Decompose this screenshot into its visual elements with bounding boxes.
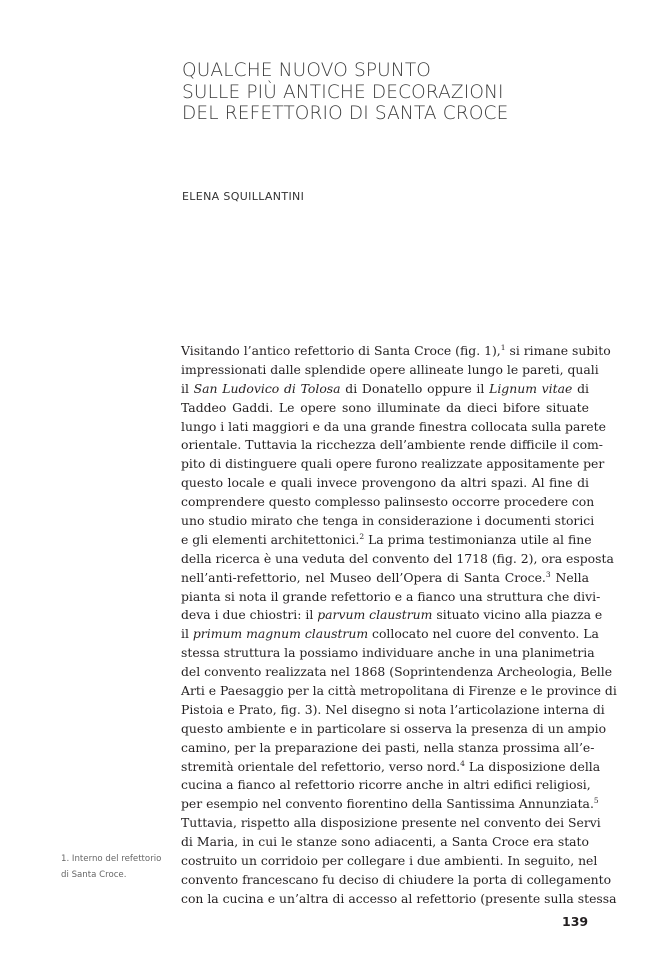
body-line: questo locale e quali invece provengono da altri spazi. Al fine di <box>181 475 589 491</box>
body-line: orientale. Tuttavia la ricchezza dell’ambiente rende difficile il com- <box>181 437 603 453</box>
body-text <box>181 342 617 909</box>
body-line: pianta si nota il grande refettorio e a fianco una struttura che divi- <box>181 588 601 604</box>
body-line: stremità orientale del refettorio, verso nord.$^4$ La disposizione della <box>181 758 601 774</box>
caption-line: di Santa Croce. <box>61 869 127 880</box>
author-name: ELENA SQUILLANTINI <box>182 190 305 203</box>
body-line: lungo i lati maggiori e da una grande finestra collocata sulla parete <box>181 418 606 434</box>
figure-caption <box>61 852 179 883</box>
body-line: camino, per la preparazione dei pasti, nella stanza prossima all’e- <box>181 739 595 755</box>
body-line: costruito un corridoio per collegare i due ambienti. In seguito, nel <box>181 853 598 869</box>
article-title <box>182 60 508 125</box>
body-line: impressionati dalle splendide opere allineate lungo le pareti, quali <box>181 361 599 377</box>
body-line: nell’anti-refettorio, nel Museo dell’Opera di Santa Croce.$^3$ Nella <box>181 569 589 585</box>
body-line: di Maria, in cui le stanze sono adiacenti, a Santa Croce era stato <box>181 834 589 850</box>
body-line: uno studio mirato che tenga in considerazione i documenti storici <box>181 513 595 529</box>
body-line: pito di distinguere quali opere furono realizzate appositamente per <box>181 456 605 472</box>
caption-line: 1. Interno del refettorio <box>61 854 162 864</box>
body-line: comprendere questo complesso palinsesto occorre procedere con <box>181 494 595 510</box>
body-line: cucina a fianco al refettorio ricorre anche in altri edifici religiosi, <box>181 777 591 793</box>
page-number: 139 <box>562 914 589 929</box>
title-line: SULLE PIÙ ANTICHE DECORAZIONI <box>182 81 504 103</box>
body-line: per esempio nel convento fiorentino della Santissima Annunziata.$^5$ <box>181 796 599 812</box>
body-line: del convento realizzata nel 1868 (Soprintendenza Archeologia, Belle <box>181 664 613 680</box>
title-line: QUALCHE NUOVO SPUNTO <box>182 60 431 81</box>
body-line: il San Ludovico di Tolosa di Donatello oppure il Lignum vitae di <box>181 380 589 396</box>
body-line: Pistoia e Prato, fig. 3). Nel disegno si nota l’articolazione interna di <box>181 701 605 717</box>
body-line: Arti e Paesaggio per la città metropolitana di Firenze e le province di <box>181 683 617 699</box>
body-line: e gli elementi architettonici.$^2$ La prima testimonianza utile al fine <box>181 531 592 547</box>
body-line: il primum magnum claustrum collocato nel cuore del convento. La <box>181 626 599 642</box>
body-line: della ricerca è una veduta del convento del 1718 (fig. 2), ora esposta <box>181 550 614 566</box>
body-line: convento francescano fu deciso di chiudere la porta di collegamento <box>181 871 612 887</box>
body-line: con la cucina e un’altra di accesso al refettorio (presente sulla stessa <box>181 890 617 906</box>
body-line: Taddeo Gaddi. Le opere sono illuminate da dieci bifore situate <box>181 399 589 415</box>
body-line: questo ambiente e in particolare si osserva la presenza di un ampio <box>181 720 607 736</box>
body-line: stessa struttura la possiamo individuare anche in una planimetria <box>181 645 595 661</box>
body-line: deva i due chiostri: il parvum claustrum situato vicino alla piazza e <box>181 607 603 623</box>
body-line: Visitando l’antico refettorio di Santa Croce (fig. 1),$^1$ si rimane subito <box>181 343 611 358</box>
body-line: Tuttavia, rispetto alla disposizione presente nel convento dei Servi <box>181 815 601 831</box>
title-line: DEL REFETTORIO DI SANTA CROCE <box>182 103 509 124</box>
